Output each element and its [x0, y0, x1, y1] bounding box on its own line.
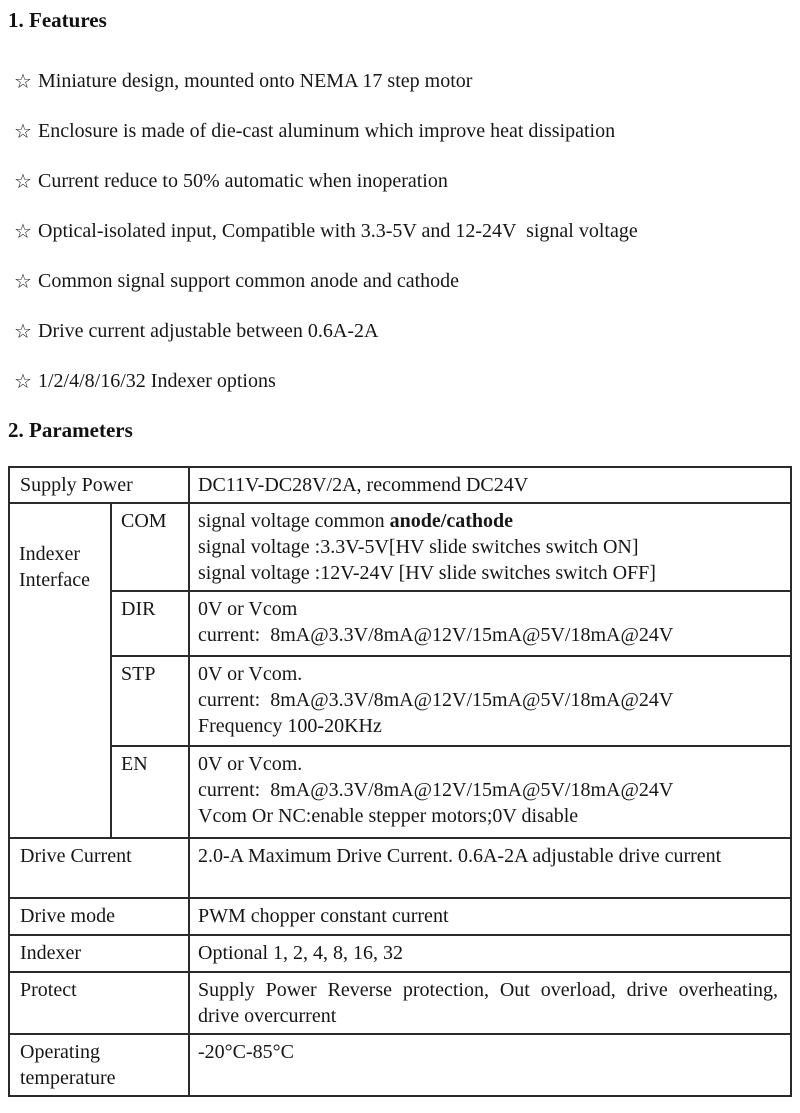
feature-item: [8, 368, 790, 394]
feature-text: Optical-isolated input, Compatible with 3.3-5V and 12-24V signal voltage: [38, 220, 638, 242]
stp-line-1: 0V or Vcom.: [198, 663, 303, 685]
features-heading: 1. Features: [8, 8, 107, 32]
com-signal-label: COM: [111, 503, 189, 591]
en-signal-value: [189, 746, 791, 838]
feature-item: [8, 68, 790, 94]
com-line-1: [198, 508, 778, 534]
star-bullet-icon: ☆: [14, 69, 32, 93]
indexer-interface-label: Indexer Interface: [9, 503, 111, 838]
row-com: [9, 503, 791, 591]
feature-item: [8, 218, 790, 244]
supply-power-label: Supply Power: [9, 467, 189, 503]
star-bullet-icon: ☆: [14, 369, 32, 393]
en-signal-label: EN: [111, 746, 189, 838]
com-line-3: signal voltage :12V-24V [HV slide switches switch OFF]: [198, 562, 656, 584]
feature-text: Common signal support common anode and cathode: [38, 270, 460, 292]
indexer-value: Optional 1, 2, 4, 8, 16, 32: [189, 935, 791, 972]
feature-text: Current reduce to 50% automatic when inoperation: [38, 170, 448, 192]
feature-item: [8, 268, 790, 294]
com-signal-value: [189, 503, 791, 591]
feature-text: 1/2/4/8/16/32 Indexer options: [38, 370, 276, 392]
indexer-label: Indexer: [9, 935, 189, 972]
stp-line-2: current: 8mA@3.3V/8mA@12V/15mA@5V/18mA@24V: [198, 689, 674, 711]
row-stp: [9, 656, 791, 746]
star-bullet-icon: ☆: [14, 319, 32, 343]
dir-signal-value: [189, 591, 791, 656]
en-line-3: Vcom Or NC:enable stepper motors;0V disable: [198, 805, 579, 827]
drive-current-label: Drive Current: [9, 838, 189, 898]
row-drive-mode: [9, 898, 791, 935]
parameters-heading: 2. Parameters: [8, 418, 133, 442]
row-indexer: [9, 935, 791, 972]
star-bullet-icon: ☆: [14, 119, 32, 143]
operating-temperature-value: -20°C-85°C: [189, 1034, 791, 1096]
row-en: [9, 746, 791, 838]
drive-mode-label: Drive mode: [9, 898, 189, 935]
row-protect: [9, 972, 791, 1034]
feature-item: [8, 118, 790, 144]
en-line-2: current: 8mA@3.3V/8mA@12V/15mA@5V/18mA@24V: [198, 779, 674, 801]
stp-line-3: Frequency 100-20KHz: [198, 715, 382, 737]
feature-item: [8, 318, 790, 344]
feature-text: Miniature design, mounted onto NEMA 17 step motor: [38, 70, 473, 92]
features-list: [8, 68, 790, 394]
row-drive-current: [9, 838, 791, 898]
parameters-table: [8, 466, 792, 1097]
feature-text: Drive current adjustable between 0.6A-2A: [38, 320, 379, 342]
dir-line-1: 0V or Vcom: [198, 598, 298, 620]
protect-value: Supply Power Reverse protection, Out overload, drive overheating, drive overcurrent: [189, 972, 791, 1034]
dir-line-2: current: 8mA@3.3V/8mA@12V/15mA@5V/18mA@24V: [198, 624, 674, 646]
supply-power-value: DC11V-DC28V/2A, recommend DC24V: [189, 467, 791, 503]
row-dir: [9, 591, 791, 656]
star-bullet-icon: ☆: [14, 169, 32, 193]
dir-signal-label: DIR: [111, 591, 189, 656]
feature-text: Enclosure is made of die-cast aluminum which improve heat dissipation: [38, 120, 616, 142]
protect-label: Protect: [9, 972, 189, 1034]
operating-temperature-label: Operating temperature: [9, 1034, 189, 1096]
com-line-1-text: signal voltage common: [198, 510, 390, 532]
com-line-1-bold: anode/cathode: [389, 510, 513, 532]
drive-mode-value: PWM chopper constant current: [189, 898, 791, 935]
row-supply-power: [9, 467, 791, 503]
star-bullet-icon: ☆: [14, 269, 32, 293]
stp-signal-value: [189, 656, 791, 746]
drive-current-value: 2.0-A Maximum Drive Current. 0.6A-2A adjustable drive current: [189, 838, 791, 898]
row-operating-temperature: [9, 1034, 791, 1096]
star-bullet-icon: ☆: [14, 219, 32, 243]
feature-item: [8, 168, 790, 194]
en-line-1: 0V or Vcom.: [198, 753, 303, 775]
com-line-2: signal voltage :3.3V-5V[HV slide switches switch ON]: [198, 536, 639, 558]
stp-signal-label: STP: [111, 656, 189, 746]
